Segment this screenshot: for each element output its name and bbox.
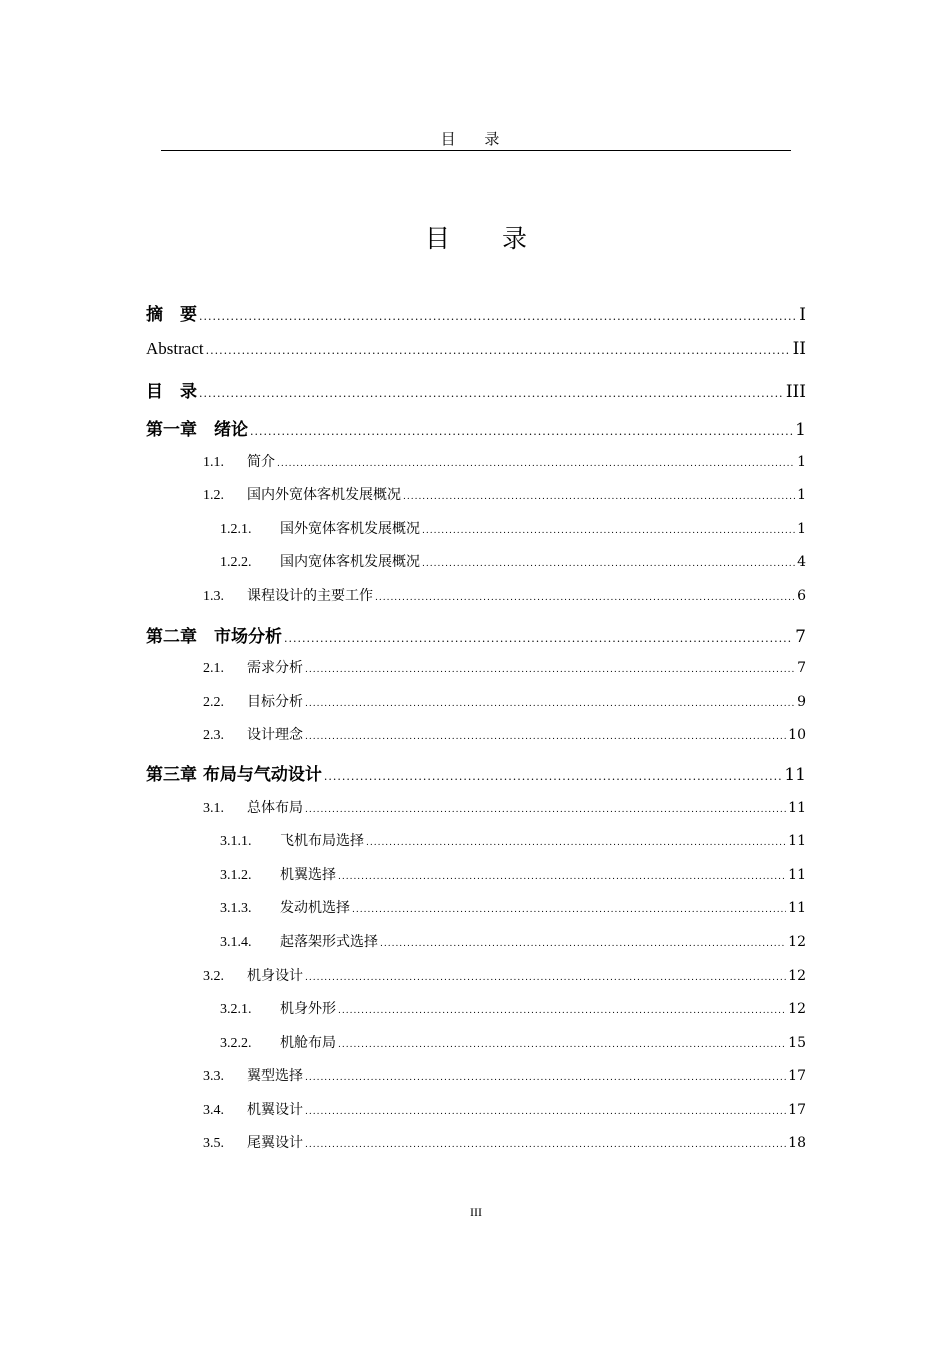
dot-leader (305, 665, 795, 675)
dot-leader (250, 425, 793, 438)
toc-entry-page: 15 (788, 1035, 806, 1051)
toc-entry-page: 10 (788, 727, 806, 743)
toc-entry[interactable] (203, 585, 806, 605)
toc-entry[interactable] (203, 797, 806, 817)
toc-entry[interactable] (220, 931, 806, 951)
toc-entry-label: 摘 要 (146, 305, 197, 325)
dot-leader (305, 1073, 786, 1083)
toc-entry[interactable] (220, 830, 806, 850)
toc-entry-page: 17 (788, 1068, 806, 1084)
toc-entry[interactable] (220, 864, 806, 884)
dot-leader (324, 770, 782, 783)
dot-leader (305, 1140, 786, 1150)
toc-entry-label: 飞机布局选择 (280, 833, 364, 849)
toc-entry-page: 12 (788, 968, 806, 984)
toc-entry[interactable] (220, 998, 806, 1018)
toc-entry-label: 课程设计的主要工作 (247, 588, 373, 604)
running-header: 目 录 (440, 130, 512, 148)
toc-entry[interactable] (203, 484, 806, 504)
dot-leader (366, 838, 786, 848)
toc-entry-label: 机翼选择 (280, 867, 336, 883)
dot-leader (352, 905, 786, 915)
dot-leader (199, 387, 784, 400)
dot-leader (305, 732, 786, 742)
toc-entry[interactable] (203, 691, 806, 711)
toc-entry[interactable] (146, 339, 806, 359)
toc-entry-number: 3.1. (203, 801, 224, 816)
dot-leader (338, 872, 786, 882)
toc-entry-label: 需求分析 (247, 660, 303, 676)
toc-entry-label: 机身设计 (247, 968, 303, 984)
dot-leader (338, 1006, 786, 1016)
dot-leader (305, 805, 786, 815)
toc-entry-label: 国内外宽体客机发展概况 (247, 487, 401, 503)
toc-entry-label: 国内宽体客机发展概况 (280, 554, 420, 570)
toc-entry[interactable] (203, 657, 806, 677)
toc-entry-number: 3.4. (203, 1103, 224, 1118)
toc-entry-page: I (799, 305, 806, 325)
toc-entry-label: Abstract (146, 339, 204, 358)
toc-entry-label: 国外宽体客机发展概况 (280, 521, 420, 537)
toc-entry-page: 11 (788, 900, 806, 916)
toc-entry-number: 2.2. (203, 695, 224, 710)
toc-entry-number: 2.1. (203, 661, 224, 676)
toc-entry[interactable] (220, 551, 806, 571)
page-number: III (470, 1205, 482, 1219)
dot-leader (284, 632, 793, 645)
toc-entry-label: 第二章 市场分析 (146, 627, 282, 647)
toc-entry[interactable] (146, 377, 806, 402)
toc-entry[interactable] (203, 965, 806, 985)
toc-entry-page: 4 (797, 554, 806, 570)
toc-entry-page: 11 (784, 765, 806, 785)
toc-entry-label: 起落架形式选择 (280, 934, 378, 950)
toc-entry[interactable] (203, 1132, 806, 1152)
toc-entry-page: 11 (788, 800, 806, 816)
toc-entry-label: 目标分析 (247, 694, 303, 710)
toc-entry-number: 1.3. (203, 589, 224, 604)
dot-leader (422, 526, 795, 536)
toc-entry[interactable] (203, 451, 806, 471)
toc-entry-page: 11 (788, 867, 806, 883)
toc-entry-number: 2.3. (203, 728, 224, 743)
toc-entry-page: II (792, 339, 806, 359)
toc-entry-page: 18 (788, 1135, 806, 1151)
toc-entry-label: 总体布局 (247, 800, 303, 816)
toc-entry-number: 3.1.3. (220, 901, 252, 916)
toc-entry-number: 1.2.1. (220, 522, 252, 537)
toc-entry-number: 3.1.1. (220, 834, 252, 849)
toc-entry[interactable] (220, 897, 806, 917)
toc-entry-page: 7 (797, 660, 806, 676)
toc-entry-page: 1 (797, 521, 806, 537)
toc-entry-number: 3.2. (203, 969, 224, 984)
dot-leader (305, 699, 795, 709)
toc-entry-number: 3.1.4. (220, 935, 252, 950)
toc-entry-label: 第一章 绪论 (146, 420, 248, 440)
toc-entry-label: 第三章 布局与气动设计 (146, 765, 322, 785)
toc-entry-number: 1.2. (203, 488, 224, 503)
dot-leader (380, 939, 786, 949)
dot-leader (305, 973, 786, 983)
toc-entry[interactable] (203, 724, 806, 744)
toc-entry-page: III (785, 382, 806, 402)
toc-entry[interactable] (220, 1032, 806, 1052)
toc-entry-label: 机舱布局 (280, 1035, 336, 1051)
toc-entry-label: 发动机选择 (280, 900, 350, 916)
toc-entry-page: 1 (795, 420, 806, 440)
dot-leader (206, 344, 791, 357)
toc-entry-number: 3.2.1. (220, 1002, 252, 1017)
toc-entry-label: 机翼设计 (247, 1102, 303, 1118)
toc-entry[interactable] (203, 1099, 806, 1119)
dot-leader (277, 459, 795, 469)
toc-entry-label: 设计理念 (247, 727, 303, 743)
page-title: 目 录 (425, 224, 549, 253)
toc-entry-label: 目 录 (146, 382, 197, 402)
toc-entry-number: 1.1. (203, 455, 224, 470)
toc-entry-label: 翼型选择 (247, 1068, 303, 1084)
toc-entry-page: 6 (797, 588, 806, 604)
toc-entry-page: 7 (795, 627, 806, 647)
dot-leader (305, 1107, 786, 1117)
toc-entry-page: 1 (797, 487, 806, 503)
dot-leader (338, 1040, 786, 1050)
dot-leader (375, 593, 795, 603)
dot-leader (199, 310, 797, 323)
toc-entry-page: 9 (797, 694, 806, 710)
toc-entry-page: 11 (788, 833, 806, 849)
toc-entry[interactable] (146, 760, 806, 785)
toc-entry[interactable] (146, 415, 806, 440)
toc-entry-label: 机身外形 (280, 1001, 336, 1017)
toc-entry-number: 3.2.2. (220, 1036, 252, 1051)
toc-entry-label: 尾翼设计 (247, 1135, 303, 1151)
toc-entry[interactable] (203, 1065, 806, 1085)
dot-leader (403, 492, 795, 502)
toc-entry-page: 17 (788, 1102, 806, 1118)
toc-entry-number: 1.2.2. (220, 555, 252, 570)
toc-entry-number: 3.3. (203, 1069, 224, 1084)
toc-entry[interactable] (146, 300, 806, 325)
toc-entry-number: 3.1.2. (220, 868, 252, 883)
dot-leader (422, 559, 795, 569)
toc-entry-number: 3.5. (203, 1136, 224, 1151)
toc-entry[interactable] (146, 622, 806, 647)
toc-entry-page: 12 (788, 934, 806, 950)
toc-entry-page: 12 (788, 1001, 806, 1017)
toc-entry[interactable] (220, 518, 806, 538)
toc-entry-page: 1 (797, 454, 806, 470)
toc-entry-label: 简介 (247, 454, 275, 470)
